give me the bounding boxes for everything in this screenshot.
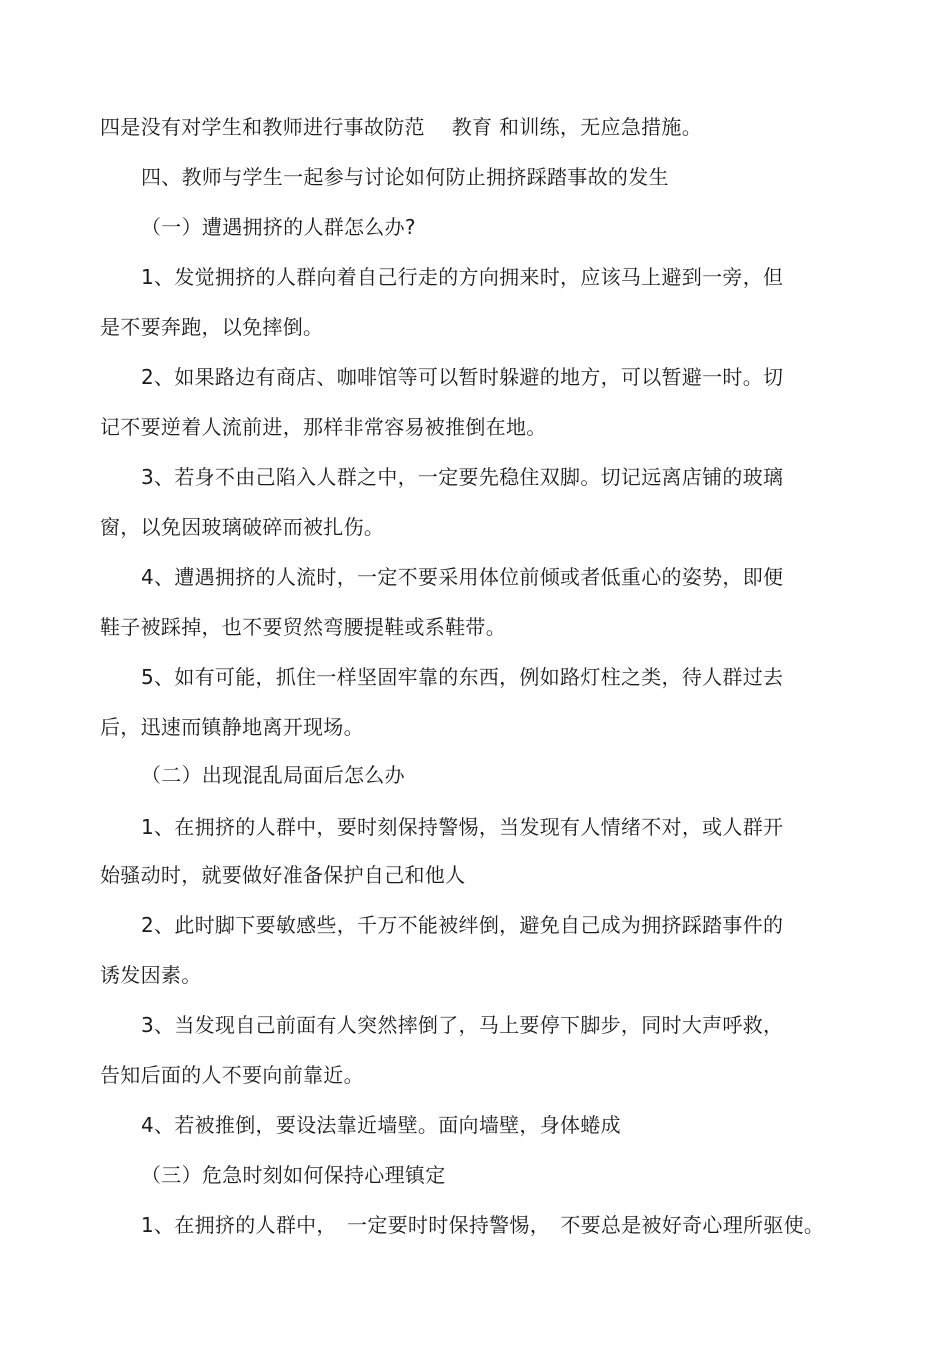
list-item-line: 后，迅速而镇静地离开现场。: [100, 715, 364, 739]
list-item-line: 1、在拥挤的人群中，要时刻保持警惕，当发现有人情绪不对，或人群开: [141, 815, 784, 839]
list-item-line: 4、遭遇拥挤的人流时，一定不要采用体位前倾或者低重心的姿势，即便: [141, 565, 784, 589]
list-item-line: 始骚动时，就要做好准备保护自己和他人: [100, 863, 466, 887]
list-item-line: 1、发觉拥挤的人群向着自己行走的方向拥来时，应该马上避到一旁，但: [141, 265, 784, 289]
subsection-heading: （二）出现混乱局面后怎么办: [141, 763, 405, 787]
list-item-line: 5、如有可能，抓住一样坚固牢靠的东西，例如路灯柱之类，待人群过去: [141, 665, 784, 689]
list-item-line: 4、若被推倒，要设法靠近墙壁。面向墙壁，身体蜷成: [141, 1113, 621, 1137]
list-item-line: 告知后面的人不要向前靠近。: [100, 1063, 364, 1087]
subsection-heading: （一）遭遇拥挤的人群怎么办?: [141, 215, 416, 239]
list-item-line: 窗，以免因玻璃破碎而被扎伤。: [100, 515, 385, 539]
list-item-line: 是不要奔跑，以免摔倒。: [100, 315, 324, 339]
list-item-line: 2、如果路边有商店、咖啡馆等可以暂时躲避的地方，可以暂避一时。切: [141, 365, 784, 389]
list-item-line: 诱发因素。: [100, 963, 202, 987]
list-item-line: 3、当发现自己前面有人突然摔倒了，马上要停下脚步，同时大声呼救，: [141, 1013, 784, 1037]
list-item-line: 3、若身不由己陷入人群之中，一定要先稳住双脚。切记远离店铺的玻璃: [141, 465, 784, 489]
list-item-line: 鞋子被踩掉，也不要贸然弯腰提鞋或系鞋带。: [100, 615, 506, 639]
list-item-line: 记不要逆着人流前进，那样非常容易被推倒在地。: [100, 415, 547, 439]
body-paragraph-line: 四是没有对学生和教师进行事故防范 教育 和训练，无应急措施。: [100, 115, 703, 139]
list-item-line: 1、在拥挤的人群中， 一定要时时保持警惕， 不要总是被好奇心理所驱使。: [141, 1213, 825, 1237]
subsection-heading: （三）危急时刻如何保持心理镇定: [141, 1163, 446, 1187]
list-item-line: 2、此时脚下要敏感些，千万不能被绊倒，避免自己成为拥挤踩踏事件的: [141, 913, 784, 937]
section-heading: 四、教师与学生一起参与讨论如何防止拥挤踩踏事故的发生: [141, 165, 669, 189]
